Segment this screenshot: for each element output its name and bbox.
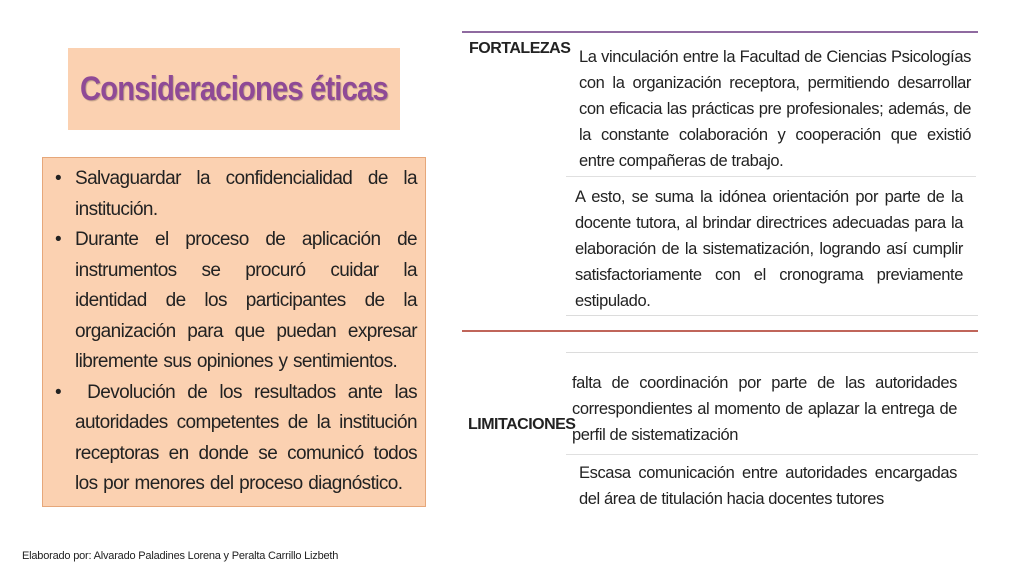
footer-credit: Elaborado por: Alvarado Paladines Lorena y Peralta Carrillo Lizbeth [22,550,339,562]
bullet-item: • Durante el proceso de aplicación de instrumentos se procuró cuidar la identidad de los participantes de la organización para que puedan expresar libremente sus opiniones y sentimientos. [51,225,417,378]
title-box [68,48,400,130]
fortalezas-item: A esto, se suma la idónea orientación por parte de la docente tutora, al brindar directrices adecuadas para la elaboración de la sistematización, logrando así cumplir satisfactoriamente con el cronograma previamente estipulado. [575,188,963,310]
limitaciones-label: LIMITACIONES [468,416,576,433]
table-top-rule [462,31,978,33]
limitaciones-item: Escasa comunicación entre autoridades encargadas del área de titulación hacia docentes tutores [579,464,957,508]
row-divider [566,315,978,316]
row-divider [566,454,978,455]
section-divider-rule [462,330,978,332]
row-divider [566,176,976,177]
bullet-item: • Devolución de los resultados ante las autoridades competentes de la institución receptoras en donde se comunicó todos los por menores del proceso diagnóstico. [51,378,417,500]
fortalezas-label: FORTALEZAS [469,40,571,57]
ethics-bullet-box [42,157,426,507]
bullet-item: • Salvaguardar la confidencialidad de la institución. [51,164,417,225]
row-divider [566,352,978,353]
fortalezas-item: La vinculación entre la Facultad de Ciencias Psicologías con la organización receptora, permitiendo desarrollar con eficacia las prácticas pre profesionales; además, de la constante colaboración y cooperación que existió entre compañeras de trabajo. [579,48,971,170]
limitaciones-item: falta de coordinación por parte de las autoridades correspondientes al momento de aplazar la entrega de perfil de sistematización [572,374,957,444]
page-title: Consideraciones éticas [80,69,388,108]
ethics-bullet-list [51,164,423,500]
